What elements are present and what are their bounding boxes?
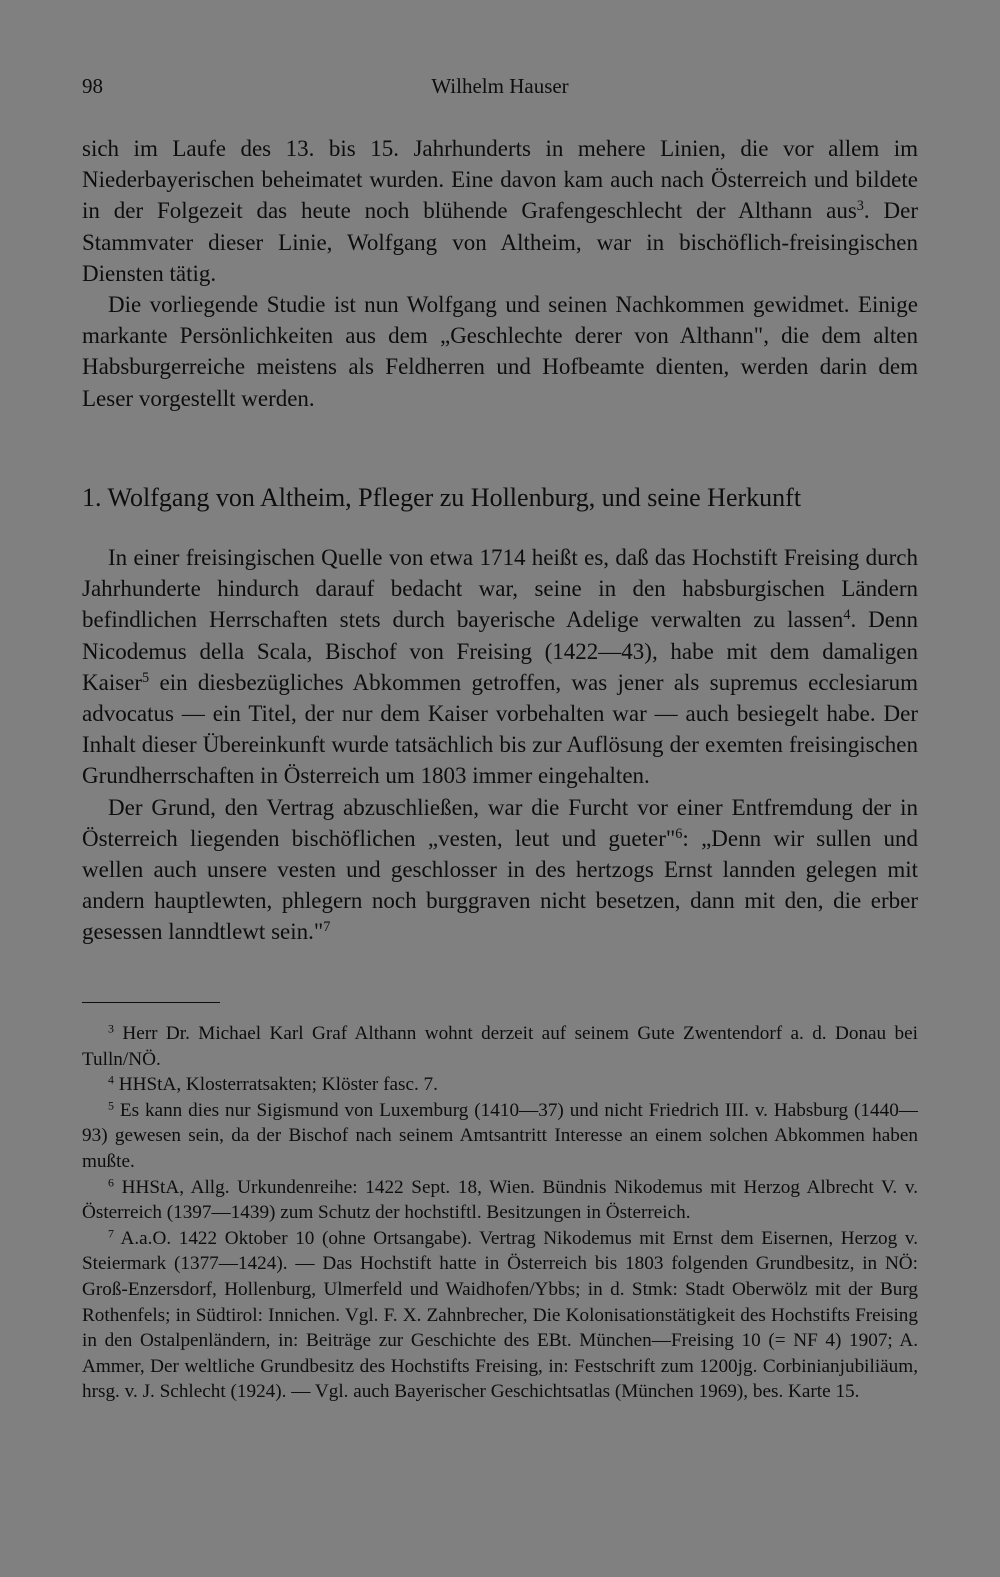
section-body <box>82 542 918 948</box>
section-paragraph-1-text-b: . Denn Nicodemus della Scala, Bischof von Freising (1422—43), habe mit dem damaligen Kaiser <box>82 607 918 695</box>
footnote-ref-7: 7 <box>323 919 331 936</box>
footnote-ref-5: 5 <box>142 669 150 686</box>
footnote-text: Es kann dies nur Sigismund von Luxemburg (1410—37) und nicht Friedrich III. v. Habsburg (1440—93) gewesen sein, da der Bischof nach seinem Amtsantritt Interesse an einem solchen Abkommen haben mußte. <box>82 1099 918 1172</box>
footnote-text: A.a.O. 1422 Oktober 10 (ohne Ortsangabe). Vertrag Nikodemus mit Ernst dem Eisernen, Herzog v. Steiermark (1377—1424). — Das Hochstift hatte in Österreich bis 1803 folgenden Grundbesitz, in NÖ: Groß-Enzersdorf, Hollenburg, Ulmerfeld und Waidhofen/Ybbs; in d. Stmk: Stadt Oberwölz mit der Burg Rothenfels; in Südtirol: Innichen. Vgl. F. X. Zahnbrecher, Die Kolonisationstätigkeit des Hochstifts Freising in den Ostalpenländern, in: Beiträge zur Geschichte des EBt. München—Freising 10 (= NF 4) 1907; A. Ammer, Der weltliche Grundbesitz des Hochstifts Freising, in: Festschrift zum 1200jg. Corbinianjubiliäum, hrsg. v. J. Schlecht (1924). — Vgl. auch Bayerischer Geschichtsatlas (München 1969), bes. Karte 15. <box>82 1227 918 1403</box>
section-paragraph-2-text-b: : „Denn wir sullen und wellen auch unsere vesten und geschlosser in des hertzogs Ernst lannden gelegen mit andern hauptlewten, phlegern noch burggraven nicht besetzen, dann mit den, die erber gesessen lanndtlewt sein." <box>82 825 919 945</box>
section-heading: 1. Wolfgang von Altheim, Pfleger zu Hollenburg, und seine Herkunft <box>82 483 802 512</box>
footnote-text: Herr Dr. Michael Karl Graf Althann wohnt derzeit auf seinem Gute Zwentendorf a. d. Donau bei Tulln/NÖ. <box>82 1023 918 1070</box>
intro-paragraph-2: Die vorliegende Studie ist nun Wolfgang und seinen Nachkommen gewidmet. Einige markante Persönlichkeiten aus dem „Geschlechte derer von Althann", die dem alten Habsburgerreiche meistens als Feldherren und Hofbeamte dienten, werden darin dem Leser vorgestellt werden. <box>82 292 918 411</box>
intro-paragraph-1-text-a: sich im Laufe des 13. bis 15. Jahrhunderts in mehere Linien, die vor allem im Niederbayerischen beheimatet wurden. Eine davon kam auch nach Österreich und bildete in der Folgezeit das heute noch blühende Grafengeschlecht der Althann aus <box>82 136 918 224</box>
footnote-number: 4 <box>108 1072 114 1087</box>
section-paragraph-1 <box>82 542 918 792</box>
footnote-text: HHStA, Allg. Urkundenreihe: 1422 Sept. 18, Wien. Bündnis Nikodemus mit Herzog Albrecht V. v. Österreich (1397—1439) zum Schutz der hochstiftl. Besitzungen in Österreich. <box>82 1176 918 1224</box>
footnotes <box>82 1021 918 1405</box>
footnote-number: 7 <box>108 1226 114 1241</box>
footnote-ref-4: 4 <box>843 607 851 624</box>
footnote <box>82 1175 918 1226</box>
intro-paragraph-1-text-b: . Der Stammvater dieser Linie, Wolfgang von Altheim, war in bischöflich-freisingischen Diensten tätig. <box>82 198 919 286</box>
page-number: 98 <box>82 74 103 98</box>
footnote <box>82 1072 918 1098</box>
section-paragraph-1-text-a: In einer freisingischen Quelle von etwa 1714 heißt es, daß das Hochstift Freising durch Jahrhunderte hindurch darauf bedacht war, seine in den habsburgischen Ländern befindlichen Herrschaften stets durch bayerische Adelige verwalten zu lassen <box>82 545 918 633</box>
footnote-text: HHStA, Klosterratsakten; Klöster fasc. 7. <box>113 1074 438 1096</box>
intro-text <box>82 133 918 414</box>
section-paragraph-2-text-a: Der Grund, den Vertrag abzuschließen, war die Furcht vor einer Entfremdung der in Österreich liegenden bischöflichen „vesten, leut und gueter" <box>82 794 918 851</box>
footnote-number: 3 <box>108 1021 114 1036</box>
running-head <box>82 74 918 106</box>
footnote-ref-3: 3 <box>856 198 864 215</box>
section-paragraph-2 <box>82 792 918 948</box>
footnote <box>82 1098 918 1175</box>
footnote-number: 5 <box>108 1098 114 1113</box>
footnote <box>82 1226 918 1405</box>
running-title: Wilhelm Hauser <box>431 74 569 98</box>
footnote-number: 6 <box>108 1175 114 1190</box>
footnote <box>82 1021 918 1072</box>
footnote-divider <box>82 1002 220 1003</box>
footnote-ref-6: 6 <box>675 826 683 842</box>
intro-paragraph-1 <box>82 133 918 289</box>
section-paragraph-1-text-c: ein diesbezügliches Abkommen getroffen, was jener als supremus ecclesiarum advocatus — ein Titel, der nur dem Kaiser vorbehalten war — auch besiegelt habe. Der Inhalt dieser Übereinkunft wurde tatsächlich bis zur Auflösung der exemten freisingischen Grundherrschaften in Österreich um 1803 immer eingehalten. <box>82 669 918 789</box>
